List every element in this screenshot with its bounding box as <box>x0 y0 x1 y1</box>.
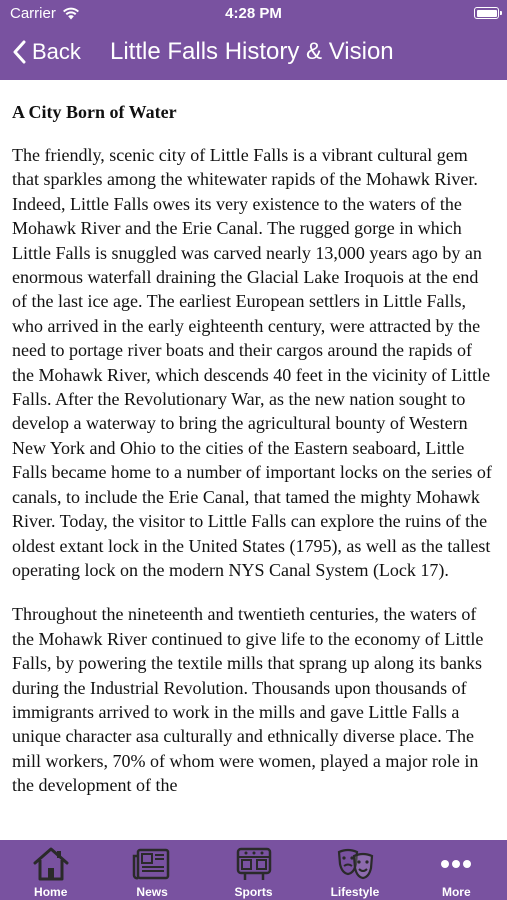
article-content[interactable] <box>12 80 497 840</box>
more-dots-icon <box>436 846 476 882</box>
tab-lifestyle[interactable] <box>304 840 405 900</box>
page-title: Little Falls History & Vision <box>110 38 394 65</box>
nav-bar <box>0 28 507 80</box>
header <box>0 0 507 80</box>
article-paragraph: Throughout the nineteenth and twentieth centuries, the waters of the Mohawk River continued to give life to the economy of Little Falls, by powering the textile mills that sprang up along its banks during the Industrial Revolution. Thousands upon thousands of immigrants arrived to work in the mills and gave Little Falls a unique character asa culturally and ethnically diverse place. The mill workers, 70% of whom were women, played a major role in the development of the <box>12 604 484 796</box>
home-icon <box>31 846 71 882</box>
back-button[interactable] <box>12 28 81 76</box>
tab-label: More <box>441 885 471 899</box>
tab-home[interactable] <box>0 840 101 900</box>
tab-sports[interactable] <box>203 840 304 900</box>
theater-masks-icon <box>335 846 375 882</box>
status-bar <box>0 0 507 28</box>
chevron-left-icon <box>12 40 26 64</box>
tab-label: Lifestyle <box>330 885 380 899</box>
tab-label: Home <box>34 885 68 899</box>
tab-news[interactable] <box>101 840 202 900</box>
tab-bar <box>0 840 507 900</box>
tab-label: News <box>136 885 168 899</box>
tab-label: Sports <box>234 885 273 899</box>
scoreboard-icon <box>234 846 274 882</box>
battery-icon <box>474 7 499 19</box>
article-paragraph: The friendly, scenic city of Little Falls is a vibrant cultural gem that sparkles among the whitewater rapids of the Mohawk River. Indeed, Little Falls owes its very existence to the waters of the Mohawk River and the Erie Canal. The rugged gorge in which Little Falls is snuggled was carved nearly 13,000 years ago by an enormous waterfall draining the Glacial Lake Iroquois at the end of the last ice age. The earliest European settlers in Little Falls, who arrived in the early eighteenth century, were attracted by the need to portage river boats and their cargos around the rapids of the Mohawk River, which descends 40 feet in the vicinity of Little Falls. After the Revolutionary War, as the new nation sought to develop a waterway to bring the agricultural bounty of Western New York and Ohio to the cities of the Eastern seaboard, Little Falls became home to a number of important locks on the series of canals, to include the Erie Canal, that tamed the mighty Mohawk River. Today, the visitor to Little Falls can explore the ruins of the oldest extant lock in the United States (1795), as well as the tallest operating lock on the modern NYS Canal System (Lock 17). <box>12 145 492 580</box>
back-label: Back <box>32 39 81 64</box>
tab-more[interactable] <box>406 840 507 900</box>
status-time: 4:28 PM <box>225 5 282 22</box>
newspaper-icon <box>132 846 172 882</box>
article-heading: A City Born of Water <box>12 102 177 122</box>
carrier-label: Carrier <box>10 5 56 22</box>
